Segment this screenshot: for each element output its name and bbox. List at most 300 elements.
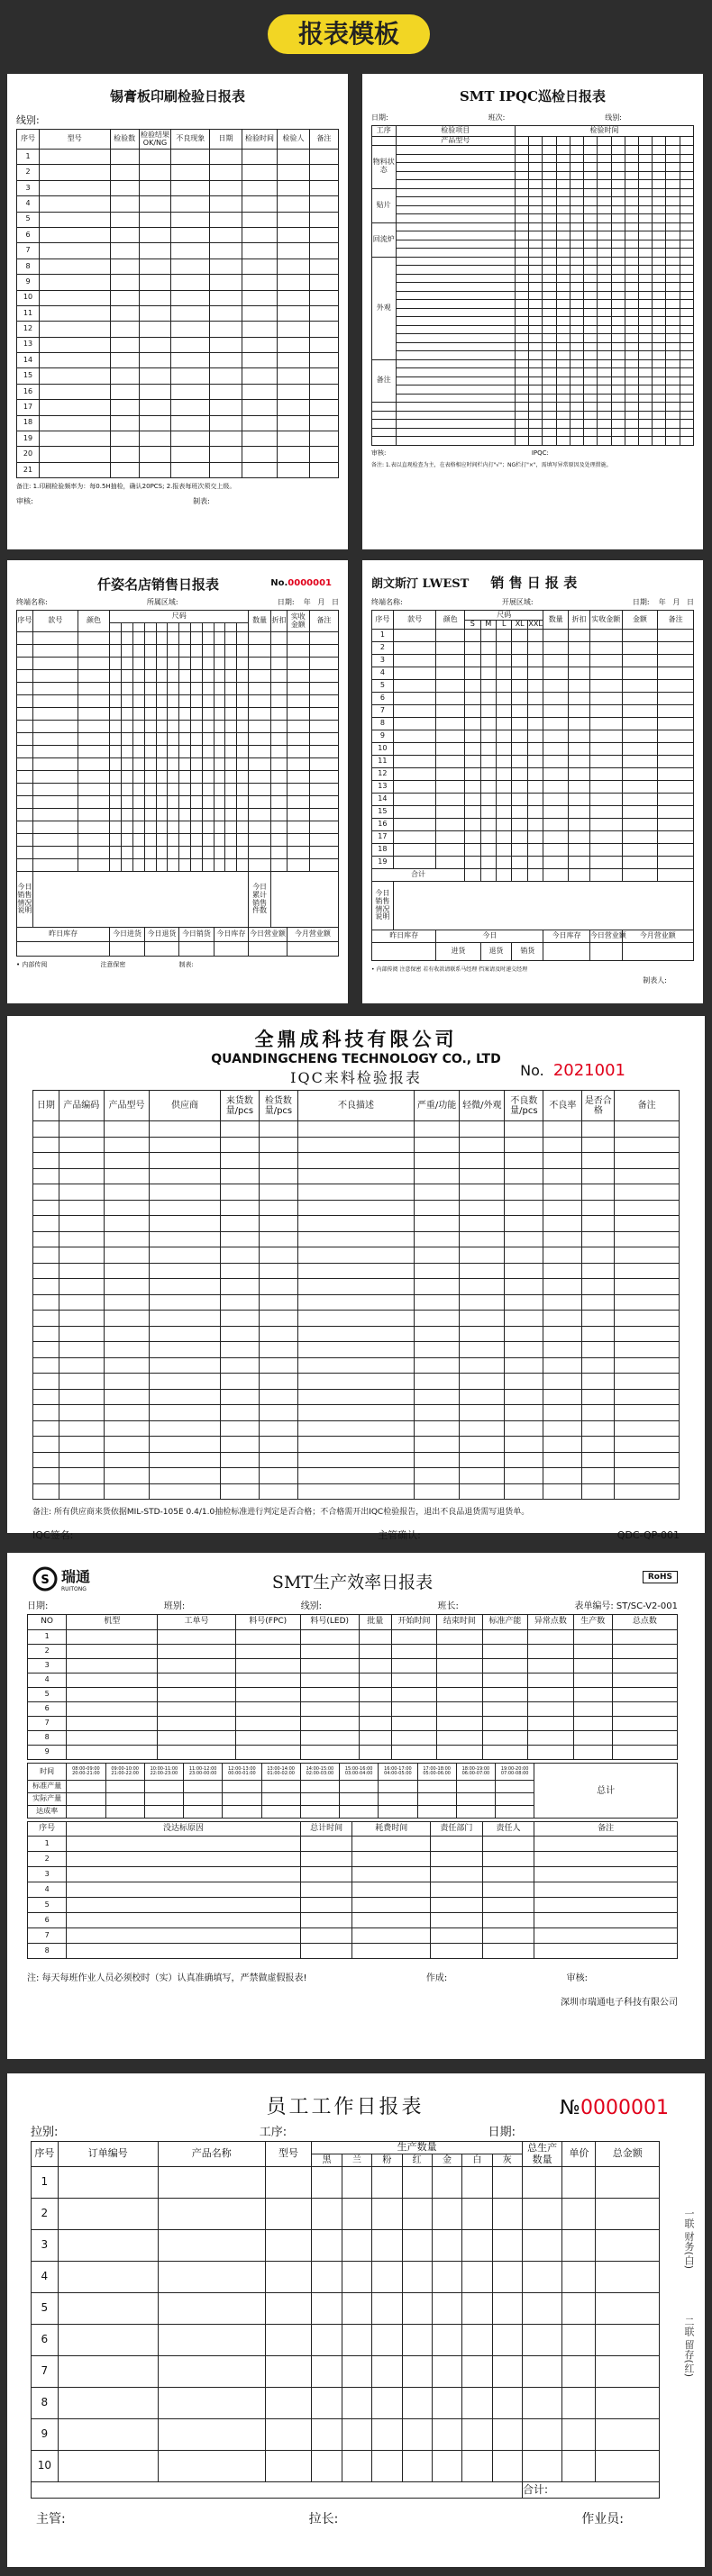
table-cell (158, 1659, 236, 1673)
table-cell (393, 831, 436, 844)
table-cell (569, 869, 590, 882)
card6-header2-cell: 备注 (534, 1822, 678, 1837)
table-cell (492, 2293, 522, 2325)
table-cell (32, 645, 78, 658)
card5-row (33, 1247, 680, 1264)
table-cell (33, 1231, 59, 1247)
table-cell (666, 428, 680, 437)
table-cell (393, 844, 436, 857)
table-cell (359, 1731, 391, 1746)
table-cell (497, 642, 512, 655)
table-cell (309, 431, 338, 447)
table-cell (622, 794, 658, 806)
table-cell (584, 180, 598, 189)
table-cell (214, 708, 225, 721)
table-cell (297, 1326, 414, 1342)
table-cell (680, 283, 693, 292)
table-cell (658, 869, 694, 882)
table-cell (59, 1374, 104, 1390)
card4-row-number: 4 (372, 667, 394, 680)
table-cell (480, 781, 496, 794)
table-cell (543, 1184, 582, 1201)
table-cell (39, 447, 110, 462)
table-cell (396, 368, 516, 377)
table-cell (512, 730, 527, 743)
table-cell (414, 1121, 459, 1138)
table-cell (556, 163, 570, 172)
table-cell (516, 437, 529, 446)
table-cell (372, 2230, 402, 2262)
table-cell (465, 667, 480, 680)
table-cell (287, 746, 309, 758)
table-cell (622, 718, 658, 730)
table-cell (543, 300, 556, 309)
card3-header-cell: 实收金额 (287, 611, 309, 632)
table-cell (436, 743, 465, 756)
table-cell (210, 431, 242, 447)
table-cell (543, 342, 556, 351)
table-cell (596, 2419, 660, 2451)
table-cell (431, 1928, 483, 1944)
table-cell (598, 300, 611, 309)
table-cell (287, 942, 338, 957)
table-cell (104, 1137, 149, 1153)
table-cell (543, 420, 556, 429)
table-cell (497, 756, 512, 768)
table-cell (562, 2199, 596, 2230)
table-cell (582, 1405, 615, 1421)
table-cell (680, 403, 693, 412)
table-cell (297, 1452, 414, 1468)
table-cell (237, 809, 249, 821)
table-cell (527, 642, 543, 655)
table-cell (259, 1357, 297, 1374)
card5-header-cell: 日期 (33, 1091, 59, 1121)
table-cell (352, 1928, 431, 1944)
table-cell (573, 1645, 612, 1659)
card-solder-paste-report (7, 74, 348, 549)
card6-row (28, 1688, 678, 1702)
table-cell (569, 630, 590, 642)
table-cell (543, 1357, 582, 1374)
table-cell (278, 322, 310, 337)
table-cell (611, 411, 625, 420)
table-cell (556, 171, 570, 180)
table-cell (639, 308, 653, 317)
card7-row-number: 7 (32, 2356, 59, 2388)
table-cell (543, 1121, 582, 1138)
table-cell (309, 771, 338, 784)
table-cell (33, 1405, 59, 1421)
card7-row-number: 8 (32, 2388, 59, 2419)
table-cell (543, 437, 556, 446)
table-cell (300, 1898, 352, 1913)
table-cell (402, 2325, 432, 2356)
table-cell (32, 758, 78, 771)
table-cell (527, 794, 543, 806)
table-cell (242, 275, 277, 290)
card6-time-slot-a: 12:00-13:00 (228, 1765, 256, 1772)
card6-row2 (28, 1837, 678, 1852)
table-cell (393, 630, 436, 642)
table-cell (516, 137, 529, 146)
table-cell (139, 290, 171, 305)
table-cell (158, 1746, 236, 1760)
card6-row2 (28, 1928, 678, 1944)
table-cell (259, 1342, 297, 1358)
table-cell (639, 266, 653, 275)
table-cell (237, 645, 249, 658)
table-cell (543, 667, 569, 680)
card4-row (372, 844, 694, 857)
table-cell (543, 705, 569, 718)
table-cell (249, 796, 271, 809)
card6-time-slot-a: 10:00-11:00 (150, 1765, 178, 1772)
card6-row-number: 4 (28, 1673, 67, 1688)
card1-row-number: 4 (17, 196, 40, 212)
table-cell (512, 680, 527, 693)
card1-approve: 制表: (193, 497, 210, 506)
table-cell (437, 1630, 482, 1645)
table-cell (639, 428, 653, 437)
table-cell (516, 154, 529, 163)
table-cell (396, 274, 516, 283)
card7-header-cell: 总生产数量 (522, 2142, 561, 2167)
table-cell (432, 2262, 461, 2293)
table-cell (171, 165, 210, 180)
table-cell (300, 1645, 359, 1659)
table-cell (570, 214, 583, 223)
table-cell (611, 171, 625, 180)
table-cell (625, 403, 638, 412)
card4-month: 月 (672, 598, 680, 606)
table-cell (436, 781, 465, 794)
card3-bottom-label: 今日退货 (144, 928, 178, 942)
card4-bottom-label: 昨日库存 (372, 930, 436, 943)
card3-row (17, 708, 339, 721)
table-cell (58, 2293, 158, 2325)
table-cell (543, 1311, 582, 1327)
table-cell (625, 283, 638, 292)
table-cell (225, 771, 237, 784)
table-cell (278, 196, 310, 212)
table-cell (150, 1294, 221, 1311)
table-cell (529, 249, 543, 258)
table-cell (179, 847, 191, 859)
card6-row-number: 8 (28, 1731, 67, 1746)
table-cell (529, 420, 543, 429)
table-cell (132, 821, 144, 834)
table-cell (582, 1263, 615, 1279)
card6-row (28, 1630, 678, 1645)
card7-row (32, 2325, 660, 2356)
table-cell (462, 2388, 492, 2419)
card7-header-cell: 总金额 (596, 2142, 660, 2167)
table-cell (17, 758, 33, 771)
table-cell (297, 1405, 414, 1421)
table-cell (144, 1781, 183, 1793)
card5-row (33, 1121, 680, 1138)
table-cell (528, 1717, 573, 1731)
table-cell (480, 655, 496, 667)
table-cell (122, 771, 133, 784)
table-cell (516, 385, 529, 395)
table-cell (372, 2167, 402, 2199)
table-cell (33, 1420, 59, 1437)
table-cell (497, 768, 512, 781)
table-cell (582, 1420, 615, 1437)
table-cell (658, 730, 694, 743)
table-cell (168, 796, 179, 809)
table-cell (179, 708, 191, 721)
table-cell (598, 197, 611, 206)
table-cell (259, 1137, 297, 1153)
table-cell (191, 771, 203, 784)
table-cell (611, 325, 625, 334)
table-cell (570, 188, 583, 197)
card5-row (33, 1389, 680, 1405)
table-cell (512, 768, 527, 781)
table-cell (414, 1452, 459, 1468)
table-cell (191, 670, 203, 683)
table-cell (596, 2167, 660, 2199)
page-banner: 报表模板 (268, 14, 430, 54)
table-cell (59, 1342, 104, 1358)
table-cell (666, 437, 680, 446)
card3-row (17, 645, 339, 658)
table-cell (582, 1389, 615, 1405)
table-cell (271, 859, 288, 872)
table-cell (529, 376, 543, 385)
table-cell (168, 758, 179, 771)
table-cell (139, 243, 171, 259)
table-cell (67, 1702, 158, 1717)
table-cell (32, 2482, 523, 2499)
table-cell (144, 683, 156, 695)
table-cell (271, 847, 288, 859)
table-cell (625, 249, 638, 258)
card1-row-number: 1 (17, 150, 40, 165)
table-cell (529, 257, 543, 266)
table-cell (639, 359, 653, 368)
table-cell (156, 834, 168, 847)
table-cell (144, 721, 156, 733)
table-cell (202, 632, 214, 645)
table-cell (556, 437, 570, 446)
table-cell (527, 680, 543, 693)
table-cell (611, 137, 625, 146)
table-cell (225, 784, 237, 796)
table-cell (242, 415, 277, 431)
table-cell (168, 708, 179, 721)
card6-time-row (28, 1764, 678, 1781)
table-cell (497, 705, 512, 718)
table-cell (527, 756, 543, 768)
table-cell (372, 2356, 402, 2388)
table-cell (271, 670, 288, 683)
table-cell (414, 1247, 459, 1264)
table-cell (516, 222, 529, 231)
table-cell (556, 146, 570, 155)
table-cell (312, 2199, 342, 2230)
table-cell (225, 809, 237, 821)
table-cell (414, 1405, 459, 1421)
table-cell (543, 1468, 582, 1484)
card-employee-work-report (7, 2073, 705, 2567)
table-cell (570, 180, 583, 189)
table-cell (505, 1311, 543, 1327)
table-cell (139, 227, 171, 242)
table-cell (402, 2419, 432, 2451)
card5-no: 2021001 (552, 1061, 625, 1080)
card5-header-cell: 备注 (615, 1091, 680, 1121)
table-cell (680, 325, 693, 334)
table-cell (639, 411, 653, 420)
table-cell (396, 283, 516, 292)
table-cell (589, 730, 622, 743)
card5-row (33, 1357, 680, 1374)
table-cell (225, 834, 237, 847)
table-cell (414, 1263, 459, 1279)
table-cell (237, 771, 249, 784)
card6-time-slot-a: 13:00-14:00 (267, 1765, 295, 1772)
table-cell (144, 695, 156, 708)
card2-row (372, 325, 694, 334)
table-cell (237, 632, 249, 645)
table-cell (139, 322, 171, 337)
card6-group: 班长: (437, 1601, 459, 1611)
table-cell (436, 806, 465, 819)
card-lwest-sales-report (362, 560, 703, 1003)
table-cell (309, 796, 338, 809)
table-cell (543, 1420, 582, 1437)
card6-time-slot-a: 11:00-12:00 (188, 1765, 217, 1772)
table-cell (625, 411, 638, 420)
table-cell (300, 1928, 352, 1944)
table-cell (144, 632, 156, 645)
card3-maker: 制表: (178, 961, 194, 968)
table-cell (611, 257, 625, 266)
table-cell (569, 794, 590, 806)
table-cell (562, 2388, 596, 2419)
table-cell (611, 376, 625, 385)
table-cell (456, 1793, 495, 1806)
table-cell (237, 746, 249, 758)
table-cell (225, 721, 237, 733)
table-cell (573, 1630, 612, 1645)
table-cell (191, 809, 203, 821)
table-cell (570, 300, 583, 309)
table-cell (220, 1311, 259, 1327)
table-cell (312, 2167, 342, 2199)
card5-row (33, 1420, 680, 1437)
card-store-sales-report (7, 560, 348, 1003)
table-cell (33, 1294, 59, 1311)
table-cell (625, 180, 638, 189)
card7-row-number: 3 (32, 2230, 59, 2262)
table-cell (342, 2388, 371, 2419)
table-cell (278, 368, 310, 384)
card6-row (28, 1673, 678, 1688)
table-cell (158, 1630, 236, 1645)
card1-header-cell: 检验数 (110, 130, 139, 150)
card6-time-slot (184, 1764, 223, 1781)
table-cell (104, 1437, 149, 1453)
table-cell (122, 733, 133, 746)
table-cell (297, 1216, 414, 1232)
table-cell (132, 645, 144, 658)
table-cell (179, 645, 191, 658)
table-cell (529, 428, 543, 437)
table-cell (237, 658, 249, 670)
table-cell (589, 831, 622, 844)
table-cell (297, 1121, 414, 1138)
table-cell (122, 683, 133, 695)
table-cell (391, 1731, 436, 1746)
table-cell (437, 1673, 482, 1688)
table-cell (396, 403, 516, 412)
table-cell (611, 205, 625, 214)
table-cell (309, 305, 338, 321)
table-cell (396, 257, 516, 266)
table-cell (596, 2230, 660, 2262)
table-cell (132, 834, 144, 847)
table-cell (179, 658, 191, 670)
card4-row (372, 718, 694, 730)
card4-today-desc: 今日销售情况说明 (372, 882, 394, 930)
table-cell (505, 1263, 543, 1279)
card1-header-cell: 序号 (17, 130, 40, 150)
table-cell (414, 1437, 459, 1453)
table-cell (658, 768, 694, 781)
table-cell (17, 645, 33, 658)
table-cell (33, 1153, 59, 1169)
table-cell (259, 1326, 297, 1342)
table-cell (529, 222, 543, 231)
table-cell (482, 1673, 527, 1688)
card1-row (17, 447, 339, 462)
card7-line: 拉别: (31, 2126, 59, 2139)
table-cell (584, 325, 598, 334)
table-cell (611, 317, 625, 326)
table-cell (437, 1717, 482, 1731)
table-cell (297, 1357, 414, 1374)
card4-header-cell: 实收金额 (589, 611, 622, 630)
table-cell (32, 695, 78, 708)
table-cell (297, 1200, 414, 1216)
card1-row-number: 13 (17, 337, 40, 352)
table-cell (639, 403, 653, 412)
table-cell (482, 1645, 527, 1659)
card2-row (372, 154, 694, 163)
table-cell (666, 231, 680, 240)
table-cell (237, 834, 249, 847)
table-cell (516, 197, 529, 206)
table-cell (104, 1420, 149, 1437)
table-cell (612, 1746, 677, 1760)
table-cell (653, 411, 666, 420)
table-cell (242, 447, 277, 462)
table-cell (104, 1279, 149, 1295)
table-cell (300, 1731, 359, 1746)
table-cell (59, 1247, 104, 1264)
card6-time-slot-a: 08:00-09:00 (72, 1765, 100, 1772)
table-cell (480, 743, 496, 756)
table-cell (278, 384, 310, 399)
table-cell (543, 1153, 582, 1169)
table-cell (342, 2230, 371, 2262)
table-cell (414, 1483, 459, 1500)
